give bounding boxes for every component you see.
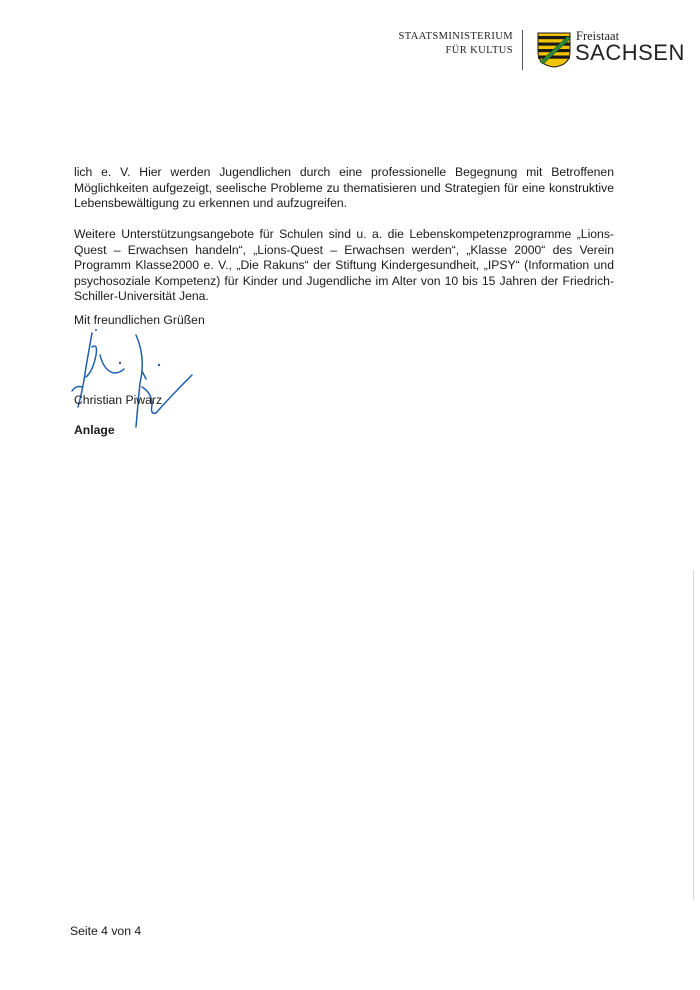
state-label-small: Freistaat — [576, 29, 620, 43]
attachment-label: Anlage — [74, 423, 115, 437]
ministry-line-1: STAATSMINISTERIUM — [398, 31, 513, 42]
body-paragraph-2: Weitere Unterstützungsangebote für Schulen sind u. a. die Lebenskompetenzprogramme „Lions-Quest – Erwachsen handeln“, „Lions-Quest – Erwachsen werden“, „Klasse 2000“ des Verein Programm Klasse2000 e. V., „Die Rakuns“ der Stiftung Kindergesundheit, „IPSY“ (Information und psychosoziale Kompetenz) für Kinder und Jugendliche im Alter von 10 bis 15 Jahren der Friedrich-Schiller-Universität Jena. — [74, 227, 614, 303]
scan-edge-line — [693, 570, 694, 900]
ministry-name — [399, 30, 513, 58]
signer-name: Christian Piwarz — [74, 393, 163, 407]
handwritten-signature — [62, 327, 202, 437]
closing-phrase: Mit freundlichen Grüßen — [74, 313, 205, 327]
ministry-line-2: FÜR KULTUS — [445, 45, 513, 56]
body-paragraph-1: lich e. V. Hier werden Jugendlichen durch eine professionelle Begegnung mit Betroffenen Möglichkeiten aufgezeigt, seelische Probleme zu thematisieren und Strategien für eine konstruktive Lebensbewältigung zu erkennen und aufzugreifen. — [74, 165, 614, 210]
saxony-coat-of-arms-icon — [537, 32, 571, 68]
header-divider — [522, 30, 523, 70]
page-number: Seite 4 von 4 — [70, 924, 142, 938]
state-label-large: SACHSEN — [575, 40, 685, 65]
